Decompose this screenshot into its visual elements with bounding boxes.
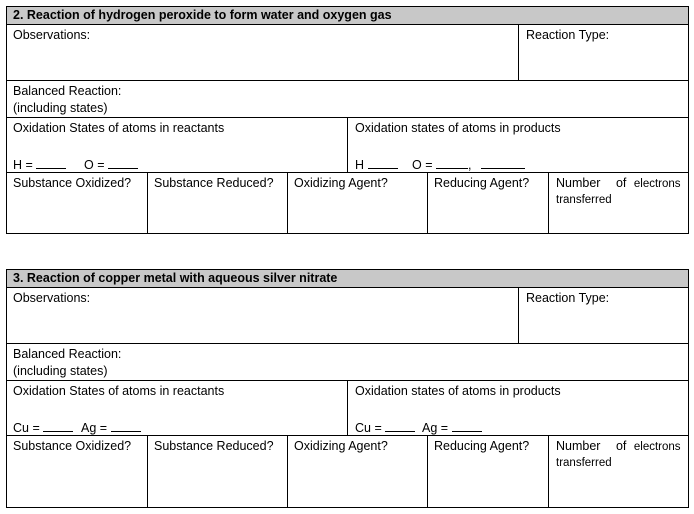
prod-ag-label: Ag = (422, 421, 449, 435)
balanced-reaction-label: Balanced Reaction: (13, 347, 122, 361)
including-states-label: (including states) (13, 364, 108, 378)
oxidizing-agent-field[interactable] (287, 172, 428, 234)
react-o-label: O = (84, 158, 105, 172)
ox-reactants-field[interactable] (6, 117, 348, 173)
electrons-transferred-field[interactable] (548, 172, 689, 234)
ox-products-field[interactable] (347, 380, 689, 436)
oxidizing-agent-field[interactable] (287, 435, 428, 508)
substance-reduced-field[interactable] (147, 172, 288, 234)
reaction-type-label: Reaction Type: (526, 291, 610, 305)
electrons-number-label: Number (556, 439, 601, 453)
observations-label: Observations: (13, 28, 91, 42)
react-h-blank[interactable] (36, 157, 66, 169)
substance-oxidized-field[interactable] (6, 172, 148, 234)
balanced-reaction-field[interactable] (6, 343, 689, 381)
prod-h-label: H (355, 158, 365, 172)
prod-cu-blank[interactable] (385, 420, 415, 432)
prod-ag-blank[interactable] (452, 420, 482, 432)
react-cu-label: Cu = (13, 421, 40, 435)
substance-reduced-field[interactable] (147, 435, 288, 508)
reaction-type-field[interactable] (518, 287, 689, 344)
prod-o-label: O = (412, 158, 433, 172)
substance-oxidized-label: Substance Oxidized? (13, 176, 132, 190)
section-title: 2. Reaction of hydrogen peroxide to form water and oxygen gas (6, 6, 689, 25)
substance-oxidized-label: Substance Oxidized? (13, 439, 132, 453)
react-cu-blank[interactable] (43, 420, 73, 432)
electrons-of-label: of (615, 176, 627, 190)
electrons-transferred-label: transferred (556, 194, 612, 206)
reaction-type-field[interactable] (518, 24, 689, 81)
prod-separator: , (467, 158, 472, 172)
observations-field[interactable] (6, 24, 519, 81)
prod-o-blank-2[interactable] (481, 157, 525, 169)
prod-h-blank[interactable] (368, 157, 398, 169)
balanced-reaction-label: Balanced Reaction: (13, 84, 122, 98)
ox-products-label: Oxidation states of atoms in products (355, 121, 561, 135)
reducing-agent-label: Reducing Agent? (434, 439, 530, 453)
electrons-transferred-label: transferred (556, 457, 612, 469)
ox-products-field[interactable] (347, 117, 689, 173)
react-h-label: H = (13, 158, 33, 172)
electrons-word-label: electrons (633, 178, 681, 190)
electrons-of-label: of (615, 439, 627, 453)
ox-products-label: Oxidation states of atoms in products (355, 384, 561, 398)
substance-oxidized-field[interactable] (6, 435, 148, 508)
substance-reduced-label: Substance Reduced? (154, 439, 274, 453)
electrons-number-label: Number (556, 176, 601, 190)
observations-field[interactable] (6, 287, 519, 344)
reducing-agent-label: Reducing Agent? (434, 176, 530, 190)
prod-cu-label: Cu = (355, 421, 382, 435)
ox-reactants-label: Oxidation States of atoms in reactants (13, 121, 225, 135)
ox-reactants-field[interactable] (6, 380, 348, 436)
oxidizing-agent-label: Oxidizing Agent? (294, 176, 388, 190)
react-o-blank[interactable] (108, 157, 138, 169)
reaction-type-label: Reaction Type: (526, 28, 610, 42)
section-title: 3. Reaction of copper metal with aqueous silver nitrate (6, 269, 689, 288)
electrons-transferred-field[interactable] (548, 435, 689, 508)
oxidizing-agent-label: Oxidizing Agent? (294, 439, 388, 453)
balanced-reaction-field[interactable] (6, 80, 689, 118)
reducing-agent-field[interactable] (427, 435, 549, 508)
including-states-label: (including states) (13, 101, 108, 115)
substance-reduced-label: Substance Reduced? (154, 176, 274, 190)
react-ag-label: Ag = (81, 421, 108, 435)
prod-o-blank-1[interactable] (436, 157, 468, 169)
reducing-agent-field[interactable] (427, 172, 549, 234)
ox-reactants-label: Oxidation States of atoms in reactants (13, 384, 225, 398)
electrons-word-label: electrons (633, 441, 681, 453)
observations-label: Observations: (13, 291, 91, 305)
react-ag-blank[interactable] (111, 420, 141, 432)
